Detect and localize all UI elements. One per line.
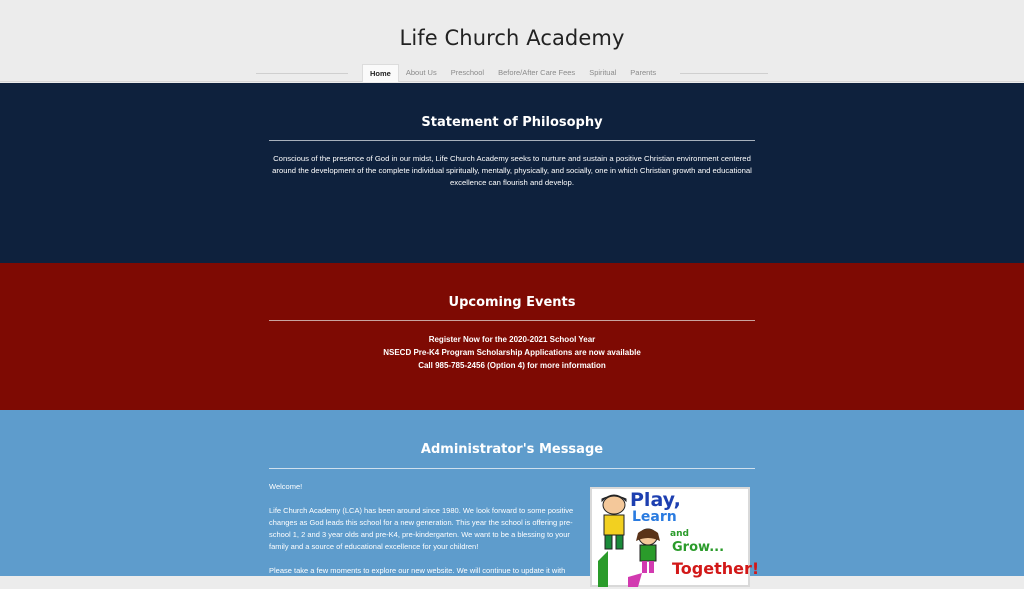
admin-section [0,410,1024,576]
admin-paragraph: Life Church Academy (LCA) has been around since 1980. We look forward to some positive changes as God leads this school for a new generation. This year the school is offering pre-school 1, 2 and 3 year olds and pre-K4, pre-kindergarten. We want to be a blessing to your family and a source of educational excellence for your children! [269,506,574,551]
philosophy-heading: Statement of Philosophy [421,115,603,130]
events-divider [269,320,755,321]
admin-heading: Administrator's Message [420,442,604,457]
nav-item-parents[interactable]: Parents [630,68,657,77]
nav-item-preschool[interactable]: Preschool [450,68,485,77]
girl-kid-icon [628,527,668,587]
site-title[interactable]: Life Church Academy [399,26,625,50]
nav-item-before-after-care-fees[interactable]: Before/After Care Fees [498,68,576,77]
event-line-phone: Call 985-785-2456 (Option 4) for more information [418,361,606,370]
events-list [0,333,1024,372]
nav-item-home[interactable]: Home [362,64,399,82]
admin-paragraph: Please take a few moments to explore our new website. We will continue to update it with [269,566,566,575]
philosophy-divider [269,140,755,141]
play-learn-grow-image [590,487,760,587]
event-line-registration: Register Now for the 2020-2021 School Year [428,335,596,344]
admin-divider [269,468,755,469]
image-text-learn: Learn [632,509,677,525]
philosophy-section [0,83,1024,263]
image-text-together: Together! [672,559,760,578]
main-nav [362,64,663,82]
image-text-play: Play, [630,489,681,511]
admin-paragraph: Welcome! [269,482,303,491]
nav-divider-left [256,73,348,74]
site-header [0,0,1024,82]
nav-divider-right [680,73,768,74]
admin-message [269,481,591,589]
nav-item-about-us[interactable]: About Us [405,68,437,77]
philosophy-text: Conscious of the presence of God in our midst, Life Church Academy seeks to nurture and sustain a positive Christian environment centered around the development of the complete individual spiritually, mentally, physically, and socially, one in which Christian growth and educational excellence can flourish and develop. [272,154,752,187]
nav-item-spiritual[interactable]: Spiritual [589,68,617,77]
events-heading: Upcoming Events [448,295,576,310]
event-line-scholarship: NSECD Pre-K4 Program Scholarship Applications are now available [383,348,641,357]
events-section [0,263,1024,410]
image-text-and: and [670,529,689,539]
image-text-grow: Grow... [672,540,725,555]
